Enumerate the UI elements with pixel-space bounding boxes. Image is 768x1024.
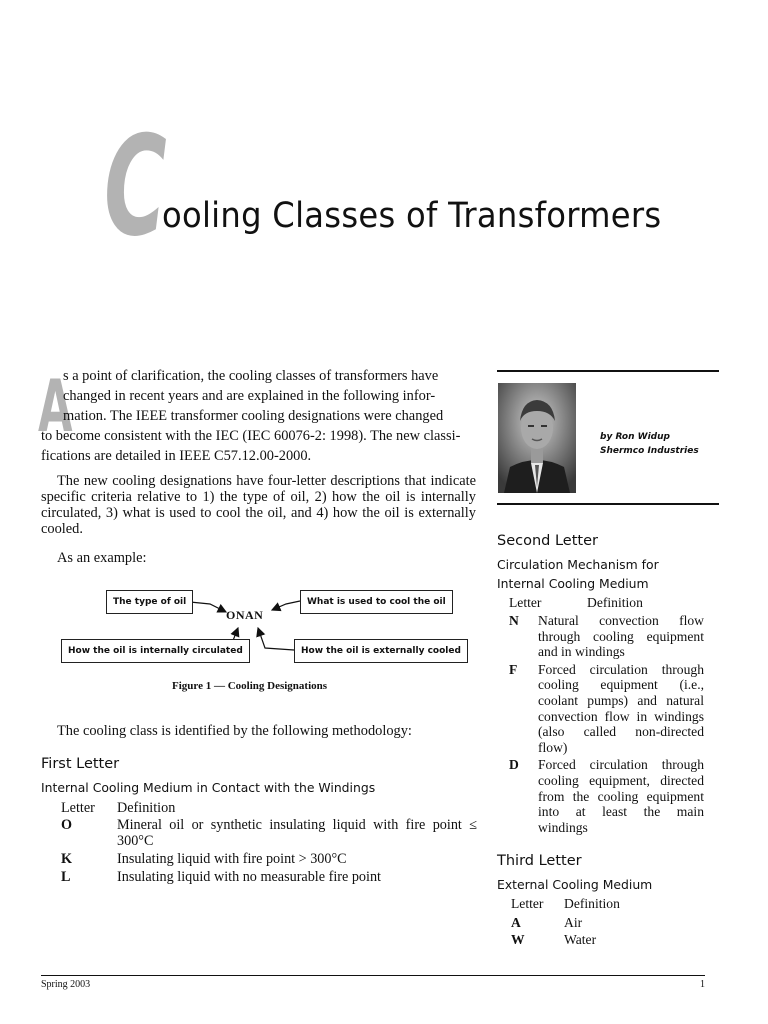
example-label: As an example: bbox=[57, 550, 147, 566]
figure-box-cool-oil: What is used to cool the oil bbox=[300, 590, 453, 614]
second-letter-row bbox=[509, 662, 704, 756]
intro-dropcap: A bbox=[38, 364, 73, 448]
second-letter-heading: Second Letter bbox=[497, 533, 598, 549]
first-letter-row-def: Insulating liquid with no measurable fire point bbox=[117, 869, 381, 885]
first-letter-row-letter: O bbox=[61, 817, 73, 833]
third-letter-subheading: External Cooling Medium bbox=[497, 877, 653, 892]
second-letter-col-def: Definition bbox=[587, 595, 643, 610]
author-photo bbox=[498, 383, 576, 493]
third-letter-col-def: Definition bbox=[564, 896, 620, 911]
byline-company: Shermco Industries bbox=[600, 446, 699, 456]
intro-paragraph-2: The new cooling designations have four-letter descriptions that indicate specific criteria relative to 1) the type of oil, 2) how the oil is internally circulated, 3) what is used to cool the oil, and 4) how the oil is externally cooled. bbox=[41, 473, 476, 537]
intro-line-5: fications are detailed in IEEE C57.12.00-2000. bbox=[41, 448, 312, 464]
figure-caption: Figure 1 — Cooling Designations bbox=[172, 680, 328, 692]
third-letter-row-def: Water bbox=[564, 932, 597, 947]
first-letter-col-letter: Letter bbox=[61, 800, 95, 816]
author-box-top-rule bbox=[497, 370, 719, 372]
first-letter-row bbox=[61, 817, 477, 851]
third-letter-heading: Third Letter bbox=[497, 853, 582, 869]
second-letter-subheading-1: Circulation Mechanism for bbox=[497, 557, 659, 572]
first-letter-row-letter: L bbox=[61, 869, 71, 885]
second-letter-row bbox=[509, 757, 704, 835]
figure-box-internal: How the oil is internally circulated bbox=[61, 639, 250, 663]
second-letter-subheading-2: Internal Cooling Medium bbox=[497, 576, 649, 591]
second-letter-row-letter: N bbox=[509, 613, 519, 628]
second-letter-row-letter: F bbox=[509, 661, 518, 677]
first-letter-col-def: Definition bbox=[117, 800, 176, 816]
first-letter-row bbox=[61, 869, 477, 887]
second-letter-row-letter: D bbox=[509, 757, 519, 773]
third-letter-row-letter: A bbox=[511, 915, 521, 930]
page-title: ooling Classes of Transformers bbox=[162, 196, 662, 236]
intro-line-3: mation. The IEEE transformer cooling designations were changed bbox=[63, 408, 444, 424]
third-letter-row-letter: W bbox=[511, 932, 525, 947]
first-letter-table bbox=[61, 800, 477, 887]
first-letter-row-letter: K bbox=[61, 851, 73, 867]
intro-line-4: to become consistent with the IEC (IEC 60076-2: 1998). The new classi- bbox=[41, 428, 461, 444]
third-letter-col-letter: Letter bbox=[511, 896, 544, 911]
second-letter-row bbox=[509, 613, 704, 660]
first-letter-heading: First Letter bbox=[41, 756, 120, 772]
author-box-bottom-rule bbox=[497, 503, 719, 505]
third-letter-row-def: Air bbox=[564, 915, 583, 930]
intro-line-2: changed in recent years and are explained in the following infor- bbox=[63, 388, 436, 404]
second-letter-row-def: Forced circulation through cooling equipment (i.e., coolant pumps) and natural convection flow in windings (also called non-directed flow) bbox=[538, 661, 704, 755]
intro-line-1: s a point of clarification, the cooling classes of transformers have bbox=[63, 368, 439, 384]
title-dropcap: C bbox=[104, 106, 167, 267]
first-letter-subheading: Internal Cooling Medium in Contact with the Windings bbox=[41, 780, 376, 795]
page-number: 1 bbox=[700, 979, 705, 990]
second-letter-row-def: Natural convection flow through cooling equipment and in windings bbox=[538, 613, 704, 660]
methodology-text: The cooling class is identified by the following methodology: bbox=[57, 723, 412, 739]
figure-box-type-of-oil: The type of oil bbox=[106, 590, 193, 614]
arrow-external bbox=[258, 628, 294, 650]
first-letter-row-def: Insulating liquid with fire point > 300°C bbox=[117, 851, 347, 867]
byline-author: by Ron Widup bbox=[600, 432, 670, 442]
arrow-cool-oil bbox=[272, 601, 300, 610]
second-letter-col-letter: Letter bbox=[509, 595, 542, 610]
figure-box-external: How the oil is externally cooled bbox=[294, 639, 468, 663]
intro-paragraph bbox=[41, 366, 476, 466]
second-letter-row-def: Forced circulation through cooling equipment, directed from the cooling equipment into at least the main windings bbox=[538, 757, 704, 835]
footer-issue: Spring 2003 bbox=[41, 979, 91, 990]
first-letter-row bbox=[61, 851, 477, 869]
byline bbox=[600, 430, 699, 458]
first-letter-row-def: Mineral oil or synthetic insulating liquid with fire point ≤ 300°C bbox=[117, 817, 477, 849]
figure-center-code: ONAN bbox=[226, 608, 264, 622]
second-letter-table bbox=[509, 613, 704, 835]
page-footer bbox=[41, 975, 705, 990]
